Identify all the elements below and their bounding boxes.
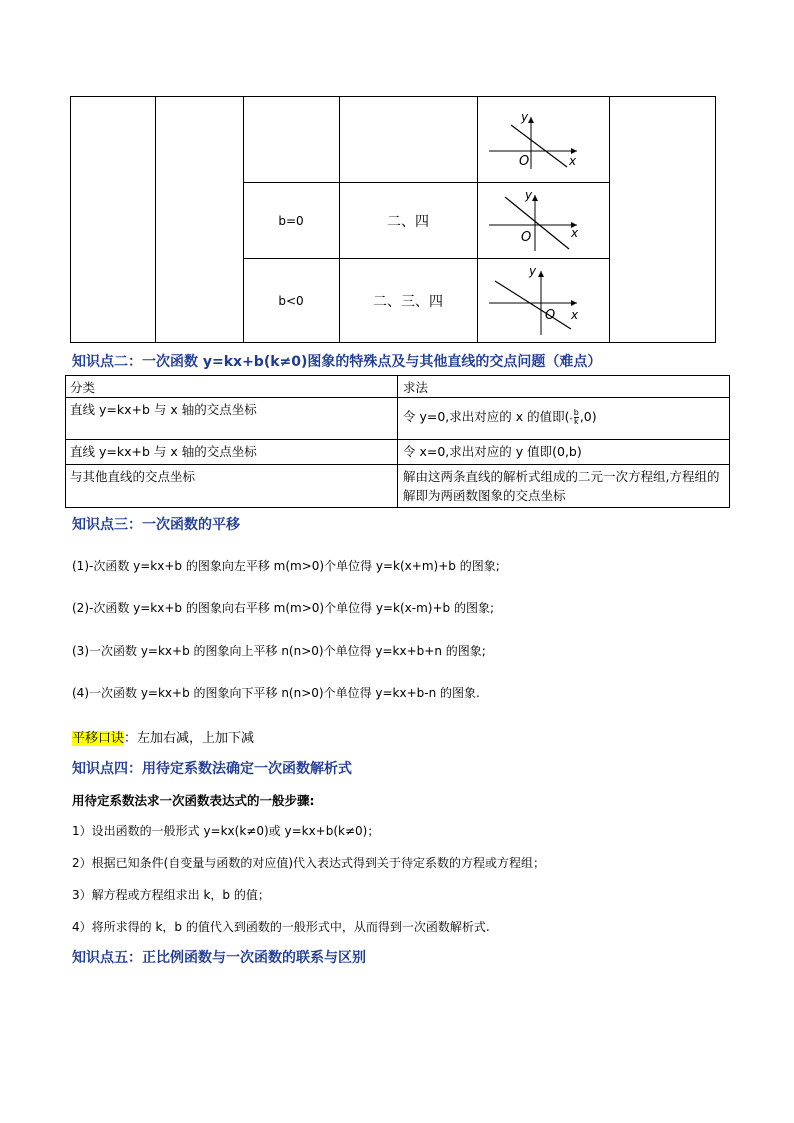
table-divider [609, 97, 610, 342]
b-condition-cell: b=0 [278, 214, 304, 228]
table-divider [155, 97, 156, 342]
header-method: 求法 [403, 380, 429, 395]
translation-rule-3: (3)一次函数 y=kx+b 的图象向上平移 n(n>0)个单位得 y=kx+b+n 的图象; [72, 644, 486, 658]
method-cell: 解由这两条直线的解析式组成的二元一次方程组,方程组的解即为两函数图象的交点坐标 [403, 469, 720, 503]
intersection-table [65, 375, 730, 508]
method-text: 令 y=0,求出对应的 x 的值即( [403, 409, 570, 424]
table-divider [477, 97, 478, 342]
section-5-title: 知识点五：正比例函数与一次函数的联系与区别 [72, 950, 366, 966]
step-1: 1）设出函数的一般形式 y=kx(k≠0)或 y=kx+b(k≠0)； [72, 824, 380, 838]
section-4-title: 知识点四：用待定系数法确定一次函数解析式 [72, 761, 352, 777]
table-row [66, 397, 729, 439]
translation-rule-4: (4)一次函数 y=kx+b 的图象向下平移 n(n>0)个单位得 y=kx+b-n 的图象. [72, 686, 480, 700]
step-3: 3）解方程或方程组求出 k，b 的值； [72, 888, 270, 902]
step-4: 4）将所求得的 k，b 的值代入到函数的一般形式中，从而得到一次函数解析式. [72, 920, 490, 934]
quadrant-cell: 二、三、四 [373, 294, 443, 310]
fraction-b-over-k: $\frac{b}{k}$ [573, 408, 579, 426]
table-row [66, 464, 729, 507]
x-axis-label: x [569, 154, 577, 168]
line-graph-b-positive [483, 107, 583, 173]
translation-rule-2: (2)-次函数 y=kx+b 的图象向右平移 m(m>0)个单位得 y=k(x-m)+b 的图象; [72, 601, 495, 615]
classification-cell: 直线 y=kx+b 与 x 轴的交点坐标 [70, 444, 257, 459]
mnemonic-label: 平移口诀 [72, 731, 125, 746]
classification-cell: 与其他直线的交点坐标 [70, 469, 196, 484]
table-divider [243, 182, 609, 183]
translation-rule-1: (1)-次函数 y=kx+b 的图象向左平移 m(m>0)个单位得 y=k(x+m)+b 的图象; [72, 559, 500, 573]
table-row [66, 439, 729, 464]
y-axis-label: y [529, 264, 537, 278]
origin-label: O [519, 154, 530, 169]
section-2-title: 知识点二：一次函数 y=kx+b(k≠0)图象的特殊点及与其他直线的交点问题（难点） [72, 354, 602, 370]
origin-label: O [521, 230, 532, 245]
x-axis-label: x [571, 308, 579, 322]
b-condition-cell: b<0 [278, 294, 304, 308]
mnemonic-text: ：左加右减，上加下减 [124, 731, 255, 746]
kb-table [70, 96, 716, 343]
table-divider [243, 258, 609, 259]
method-cell [403, 407, 725, 429]
line-graph-b-zero [483, 187, 583, 255]
y-axis-label: y [521, 110, 529, 124]
section-3-title: 知识点三：一次函数的平移 [72, 517, 240, 533]
table-header-row [66, 376, 729, 397]
steps-subtitle: 用待定系数法求一次函数表达式的一般步骤: [72, 793, 315, 808]
mnemonic [72, 727, 254, 746]
y-axis-label: y [525, 188, 533, 202]
origin-label: O [545, 308, 556, 323]
step-2: 2）根据已知条件(自变量与函数的对应值)代入表达式得到关于待定系数的方程或方程组； [72, 856, 546, 870]
method-cell: 令 x=0,求出对应的 y 值即(0,b) [403, 444, 582, 459]
fraction-sign: - [569, 414, 573, 424]
line-graph-b-negative [483, 263, 583, 339]
method-text: ,0) [579, 409, 597, 424]
quadrant-cell: 二、四 [387, 214, 429, 230]
x-axis-label: x [571, 226, 579, 240]
header-classification: 分类 [70, 380, 96, 395]
classification-cell: 直线 y=kx+b 与 x 轴的交点坐标 [70, 402, 257, 417]
